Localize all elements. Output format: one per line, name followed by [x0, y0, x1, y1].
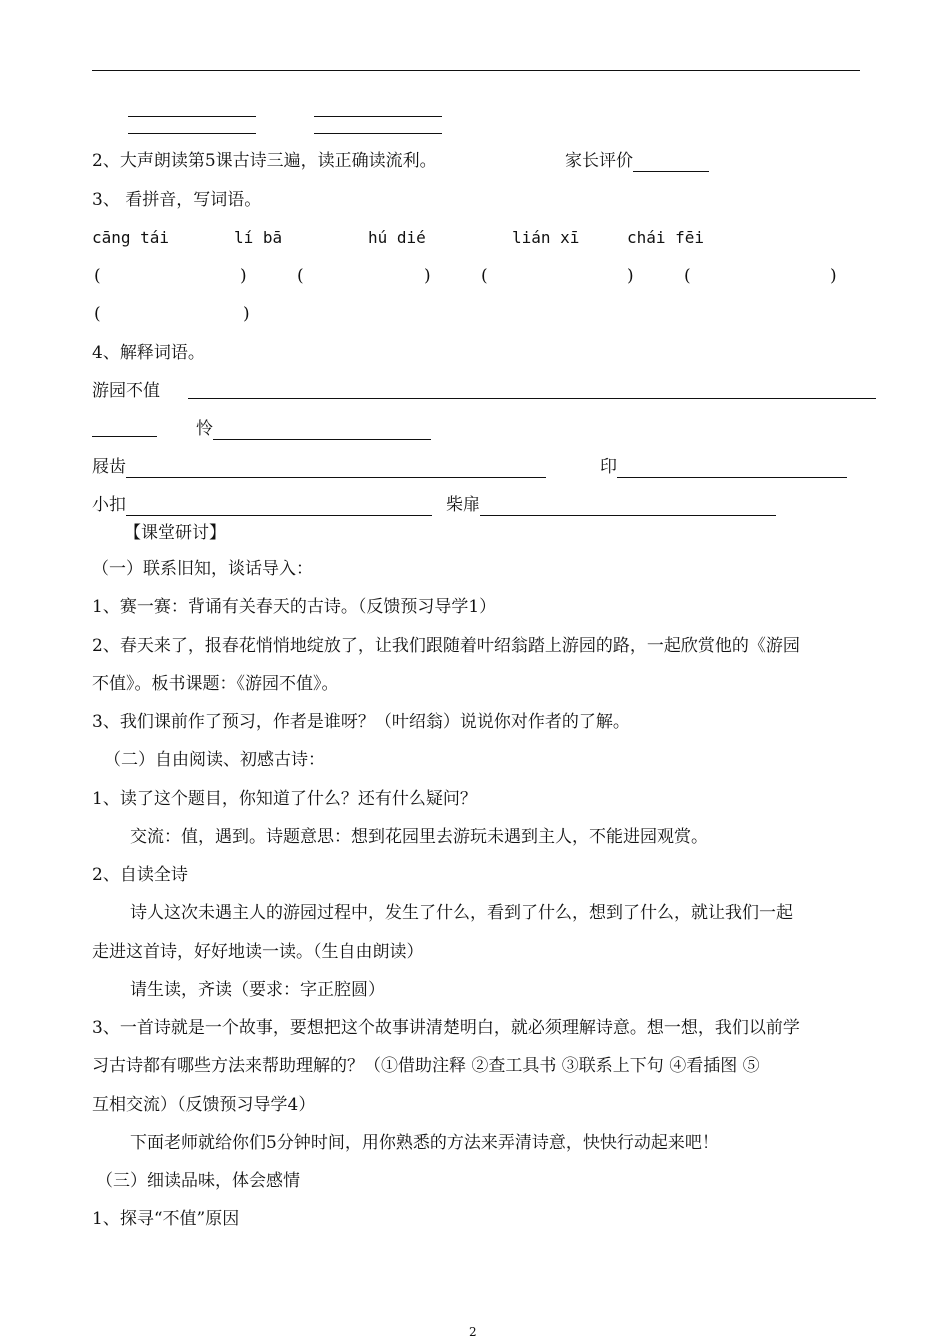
paren-close: ): [240, 266, 247, 286]
paragraph: 习古诗都有哪些方法来帮助理解的？（①借助注释 ②查工具书 ③联系上下句 ④看插图 ⑤: [92, 1056, 760, 1076]
parent-evaluation: [565, 150, 709, 172]
term-yin: [600, 456, 847, 478]
paragraph: 请生读，齐读（要求：字正腔圆）: [130, 980, 385, 1000]
parent-evaluation-label: 家长评价: [565, 151, 633, 171]
section-title: 【课堂研讨】: [124, 523, 226, 543]
paren-close: ): [424, 266, 431, 286]
paren-open: (: [297, 266, 304, 286]
term-label: 柴扉: [446, 495, 480, 515]
answer-line: [314, 116, 442, 117]
section-heading: （二）自由阅读、初感古诗：: [104, 750, 325, 770]
answer-line[interactable]: [213, 421, 431, 440]
answer-line[interactable]: [188, 398, 876, 399]
answer-line[interactable]: [617, 459, 847, 478]
paragraph: 2、春天来了，报春花悄悄地绽放了，让我们跟随着叶绍翁踏上游园的路，一起欣赏他的《游园: [92, 636, 800, 656]
paragraph: 1、探寻“不值”原因: [92, 1209, 240, 1229]
homework-item-3: 3、 看拼音，写词语。: [92, 190, 262, 210]
parent-evaluation-field[interactable]: [633, 153, 709, 172]
homework-item-2: 2、大声朗读第5课古诗三遍，读正确读流利。: [92, 151, 437, 171]
term-jichi: [92, 456, 546, 478]
pinyin: lián xī: [512, 228, 580, 247]
term-lian: [196, 418, 431, 440]
top-rule: [92, 70, 860, 71]
answer-line[interactable]: [480, 497, 776, 516]
answer-line[interactable]: [126, 497, 432, 516]
pinyin: chái fēi: [627, 228, 705, 247]
paren-open: (: [481, 266, 488, 286]
answer-line: [128, 133, 256, 134]
pinyin: hú dié: [368, 228, 426, 247]
paragraph: 诗人这次未遇主人的游园过程中，发生了什么，看到了什么，想到了什么，就让我们一起: [130, 903, 793, 923]
paren-open: (: [94, 304, 101, 324]
term-label: 印: [600, 457, 617, 477]
paren-close: ): [830, 266, 837, 286]
paren-open: (: [684, 266, 691, 286]
paragraph: 3、我们课前作了预习，作者是谁呀？（叶绍翁）说说你对作者的了解。: [92, 712, 630, 732]
answer-line[interactable]: [92, 436, 157, 437]
paragraph: 交流：值，遇到。诗题意思：想到花园里去游玩未遇到主人，不能进园观赏。: [130, 827, 708, 847]
term-xiaokou: [92, 494, 432, 516]
paragraph: 3、一首诗就是一个故事，要想把这个故事讲清楚明白，就必须理解诗意。想一想，我们以前学: [92, 1018, 800, 1038]
term-chaifei: [446, 494, 776, 516]
term-label: 小扣: [92, 495, 126, 515]
paragraph: 2、自读全诗: [92, 865, 188, 885]
paren-close: ): [627, 266, 634, 286]
answer-line: [314, 133, 442, 134]
answer-line: [128, 116, 256, 117]
paren-close: ): [243, 304, 250, 324]
paragraph: 不值》。板书课题：《游园不值》。: [92, 674, 339, 694]
term-label: 怜: [196, 419, 213, 439]
homework-item-4: 4、解释词语。: [92, 343, 205, 363]
term-youyuanbuzhi: 游园不值: [92, 381, 160, 401]
paragraph: 下面老师就给你们5分钟时间，用你熟悉的方法来弄清诗意，快快行动起来吧！: [130, 1133, 719, 1153]
term-label: 屐齿: [92, 457, 126, 477]
paragraph: 1、读了这个题目，你知道了什么？还有什么疑问？: [92, 789, 477, 809]
paren-open: (: [94, 266, 101, 286]
pinyin: cāng tái: [92, 228, 170, 247]
paragraph: 互相交流）（反馈预习导学4）: [92, 1095, 316, 1115]
page-number: 2: [469, 1325, 477, 1339]
section-heading: （三）细读品味，体会感情: [96, 1171, 300, 1191]
section-heading: （一）联系旧知，谈话导入：: [92, 559, 313, 579]
paragraph: 走进这首诗，好好地读一读。（生自由朗读）: [92, 942, 424, 962]
answer-line[interactable]: [126, 459, 546, 478]
pinyin: lí bā: [234, 228, 283, 247]
paragraph: 1、赛一赛：背诵有关春天的古诗。（反馈预习导学1）: [92, 597, 497, 617]
